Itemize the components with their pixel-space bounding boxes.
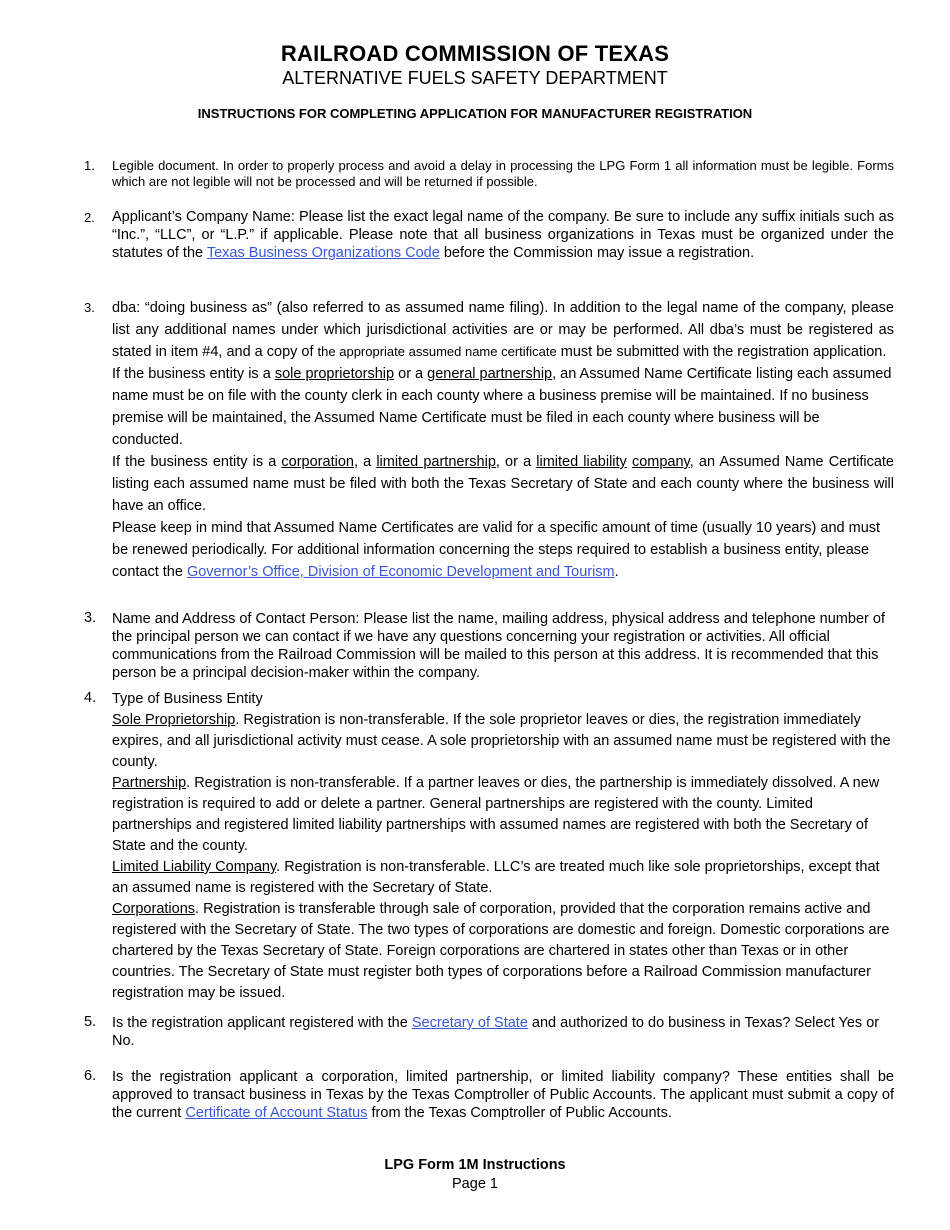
- sole-proprietorship-paragraph: Sole Proprietorship. Registration is non-transferable. If the sole proprietor leaves or dies, the registration immediately expires, and all jurisdictional activity must cease. A sole proprietorship with an assumed name must be registered with the county.: [112, 712, 891, 770]
- item-text: Is the registration applicant a corporation, limited partnership, or limited liability company? These entities shall be approved to transact business in Texas by the Texas Comptroller of Public Accounts. The applicant must submit a copy of the current Certificate of Account Status from the Texas Comptroller of Public Accounts.: [112, 1069, 894, 1121]
- document-subtitle: INSTRUCTIONS FOR COMPLETING APPLICATION FOR MANUFACTURER REGISTRATION: [197, 106, 753, 121]
- assumed-name-validity-paragraph: Please keep in mind that Assumed Name Certificates are valid for a specific amount of time (usually 10 years) and must be renewed periodically. For additional information concerning the steps required to establish a business entity, please contact the Governor’s Office, Division of Economic Development and Tourism.: [112, 520, 881, 580]
- corporations-paragraph: Corporations. Registration is transferable through sale of corporation, provided that the corporation remains active and registered with the Secretary of State. The two types of corporations are domestic and foreign. Domestic corporations are chartered by the Texas Secretary of State. Foreign corporations are chartered in states other than Texas or in other countries. The Secretary of State must register both types of corporations before a Railroad Commission manufacturer registration may be issued.: [112, 901, 890, 1001]
- dba-paragraph: dba: “doing business as” (also referred to as assumed name filing). In addition to the legal name of the company, please list any additional names under which jurisdictional activities are or may be performed. All dba’s must be registered as stated in item #4, and a copy of the appropriate assumed name certificate must be submitted with the registration application.: [112, 300, 894, 360]
- corporation-paragraph: If the business entity is a corporation, a limited partnership, or a limited liability company, an Assumed Name Certificate listing each assumed name must be filed with both the Texas Secretary of State and each county where the business will have an office.: [112, 454, 894, 514]
- item-number: 6.: [84, 1068, 97, 1084]
- sole-partnership-paragraph: If the business entity is a sole proprietorship or a general partnership, an Assumed Name Certificate listing each assumed name must be on file with the county clerk in each county where a business premise will be maintained. If no business premise will be maintained, the Assumed Name Certificate must be filed in each county where business will be conducted.: [112, 366, 892, 448]
- llc-paragraph: Limited Liability Company. Registration is non-transferable. LLC’s are treated much like sole proprietorships, except that an assumed name is registered with the Secretary of State.: [112, 859, 880, 896]
- item-text: Legible document. In order to properly process and avoid a delay in processing the LPG Form 1 all information must be legible. Forms which are not legible will not be processed and will be returned if possible.: [112, 158, 894, 189]
- item-number: 2.: [84, 210, 95, 225]
- partnership-paragraph: Partnership. Registration is non-transferable. If a partner leaves or dies, the partnership is immediately dissolved. A new registration is required to add or delete a partner. General partnerships are registered with the county. Limited partnerships and registered limited liability partnerships with assumed names are registered with both the Secretary of State and the county.: [112, 775, 880, 854]
- item-number: 5.: [84, 1014, 97, 1030]
- item-number: 3.: [84, 300, 95, 315]
- item-text: Applicant’s Company Name: Please list the exact legal name of the company. Be sure to include any suffix initials such as “Inc.”, “LLC”, or “L.P.” if applicable. Please note that all business organizations in Texas must be organized under the statutes of the Texas Business Organizations Code before the Commission may issue a registration.: [112, 209, 894, 261]
- secretary-of-state-link[interactable]: Secretary of State: [411, 1015, 528, 1031]
- department-name: ALTERNATIVE FUELS SAFETY DEPARTMENT: [282, 68, 668, 88]
- item-number: 1.: [84, 158, 95, 173]
- footer-page-number: Page 1: [452, 1176, 498, 1192]
- entity-type-title: Type of Business Entity: [112, 691, 263, 707]
- governors-office-link[interactable]: Governor’s Office, Division of Economic Development and Tourism: [186, 564, 615, 580]
- item-number: 3.: [84, 610, 97, 626]
- item-text: [112, 297, 894, 583]
- page-title: RAILROAD COMMISSION OF TEXAS: [280, 41, 670, 66]
- certificate-of-account-status-link[interactable]: Certificate of Account Status: [185, 1105, 368, 1121]
- item-text: [112, 689, 894, 1004]
- footer-form-name: LPG Form 1M Instructions: [384, 1157, 566, 1173]
- texas-business-organizations-code-link[interactable]: Texas Business Organizations Code: [206, 245, 440, 261]
- item-text: Name and Address of Contact Person: Please list the name, mailing address, physical address and telephone number of the principal person we can contact if we have any questions concerning your registration or activities. All official communications from the Railroad Commission will be mailed to this person at this address. It is recommended that this person be a principal decision-maker within the company.: [112, 611, 885, 681]
- item-number: 4.: [84, 690, 97, 706]
- item-text: Is the registration applicant registered with the Secretary of State and authorized to do business in Texas? Select Yes or No.: [112, 1015, 880, 1049]
